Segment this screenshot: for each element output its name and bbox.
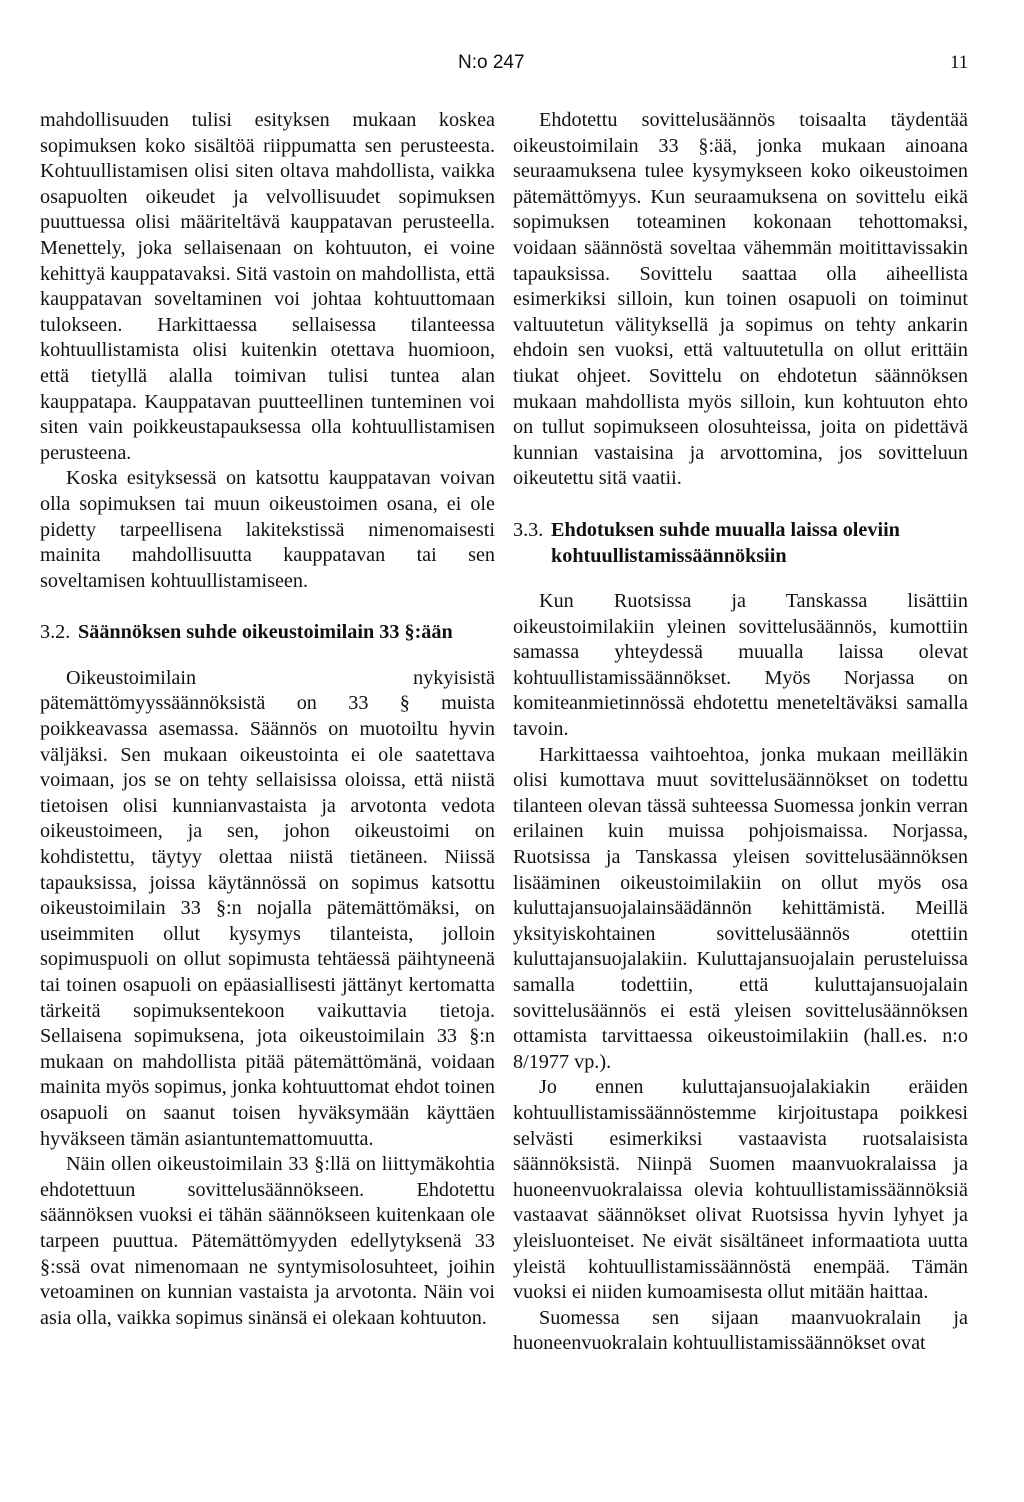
page-number: 11 <box>950 52 969 73</box>
section-number: 3.3. <box>513 518 544 541</box>
paragraph: Oikeustoimilain nykyisistä pätemättömyyssäännöksistä on 33 § muista poikkeavassa asemassa. Säännös on muotoiltu hyvin väljäksi. Sen mukaan oikeustointa ei ole saatettava voimaan, jos se on tehty sellaisissa oloissa, että niistä tietoisen olisi kunnianvastaista ja arvotonta vedota oikeustoimeen, ja sen, johon oikeustoimi on kohdistettu, täytyy olettaa niistä tietäneen. Niissä tapauksissa, joissa käytännössä on sopimus katsottu oikeustoimilain 33 §:n nojalla pätemättömäksi, on useimmiten ollut kysymys tilanteista, jolloin sopimuspuoli on ollut sopimusta tehtäessä päihtyneenä tai toinen osapuoli on epäasiallisesti jättänyt kertomatta tärkeitä sopimuksentekoon vaikuttavia tietoja. Sellaisena sopimuksena, jota oikeustoimilain 33 §:n mukaan on mahdollista pitää pätemättömänä, voidaan mainita myös sopimus, jonka kohtuuttomat ehdot toinen osapuoli on saanut toisen hyväksymään käyttäen hyväkseen tämän asiantuntemattomuutta. <box>40 666 495 1150</box>
paragraph: Kun Ruotsissa ja Tanskassa lisättiin oikeustoimilakiin yleinen sovittelusäännös, kumottiin samassa yhteydessä muualla laissa olevat kohtuullistamissäännökset. Myös Norjassa on komiteanmietinnössä ehdotettu meneteltäväksi samalla tavoin. <box>513 590 968 741</box>
paragraph: Koska esityksessä on katsottu kauppatavan voivan olla sopimuksen tai muun oikeustoimen osana, ei ole pidetty tarpeellisena lakitekstissä nimenomaisesti mainita mahdollisuutta kauppatavan tai sen soveltamisen kohtuullistamiseen. <box>40 467 495 592</box>
paragraph: Harkittaessa vaihtoehtoa, jonka mukaan meilläkin olisi kumottava muut sovittelusäännökset on todettu tilanteen olevan tässä suhteessa Suomessa jonkin verran erilainen kuin muissa pohjoismaissa. Norjassa, Ruotsissa ja Tanskassa yleisen sovittelusäännöksen lisääminen oikeustoimilakiin on ollut myös osa kuluttajansuojalainsäädännön kehittämistä. Meillä yksityiskohtainen sovittelusäännös otettiin kuluttajansuojalakiin. Kuluttajansuojalain perusteluissa samalla todettiin, että kuluttajansuojalain sovittelusäännös ei estä yleisen sovittelusäännöksen ottamista tarvittaessa oikeustoimilakiin (hall.es. n:o 8/1977 vp.). <box>513 743 968 1073</box>
section-title: Säännöksen suhde oikeustoimilain 33 §:ään <box>78 621 453 644</box>
document-number: N:o 247 <box>458 52 525 73</box>
right-column <box>513 108 968 1357</box>
paragraph: Suomessa sen sijaan maanvuokralain ja huoneenvuokralain kohtuullistamissäännökset ovat <box>513 1306 968 1355</box>
paragraph: mahdollisuuden tulisi esityksen mukaan koskea sopimuksen koko sisältöä riippumatta sen perusteesta. Kohtuullistamisen olisi siten oltava mahdollista, vaikka osapuolten oikeudet ja velvollisuudet sopimuksen puuttuessa olisi määriteltävä kauppatavan perusteella. Menettely, joka sellaisenaan on kohtuuton, ei voine kehittyä kauppatavaksi. Sitä vastoin on mahdollista, että kauppatavan soveltaminen voi johtaa kohtuuttomaan tulokseen. Harkittaessa sellaisessa tilanteessa kohtuullistamista olisi kuitenkin otettava huomioon, että tietyllä alalla toimivan tulisi tuntea alan kauppatapa. Kauppatavan puutteellinen tunteminen voi siten vain poikkeustapauksessa olla kohtuullistamisen perusteena. <box>40 109 495 464</box>
paragraph: Ehdotettu sovittelusäännös toisaalta täydentää oikeustoimilain 33 §:ää, jonka mukaan ainoana seuraamuksena tulee kysymykseen koko oikeustoimen pätemättömyys. Kun seuraamuksena on sovittelu eikä sopimuksen toteaminen kokonaan tehottomaksi, voidaan säännöstä soveltaa vähemmän moitittavissakin tapauksissa. Sovittelu saattaa olla aiheellista esimerkiksi silloin, kun toinen osapuoli on toiminut valtuutetun välityksellä ja sopimus on tehty ankarin ehdoin sen vuoksi, että valtuutetulla on ollut erittäin tiukat ohjeet. Sovittelu on ehdotetun säännöksen mukaan mahdollista myös silloin, kun kohtuuton ehto on tullut sopimukseen olosuhteissa, joita on pidettävä kunnian vastaisina ja arvottomina, jos sovitteluun oikeutettu sitä vaatii. <box>513 109 968 490</box>
paragraph: Jo ennen kuluttajansuojalakiakin eräiden kohtuullistamissäännöstemme kirjoitustapa poikkesi selvästi esimerkiksi vastaavista ruotsalaisista säännöksistä. Niinpä Suomen maanvuokralaissa ja huoneenvuokralaissa olevia kohtuullistamissäännöksiä vastaavat säännökset olivat Ruotsissa hyvin lyhyet ja yleisluonteiset. Ne eivät sisältäneet informaatiota uutta yleistä kohtuullistamissäännöstä enempää. Tämän vuoksi ei niiden kumoamisesta ollut mitään haittaa. <box>513 1076 968 1304</box>
paragraph: Näin ollen oikeustoimilain 33 §:llä on liittymäkohtia ehdotettuun sovittelusäännökseen. Ehdotettu säännöksen vuoksi ei tähän säännökseen kuitenkaan ole tarpeen puuttua. Pätemättömyyden edellytyksenä 33 §:ssä ovat nimenomaan ne syntymisolosuhteet, joihin vetoaminen on kunnian vastaista ja arvotonta. Näin voi asia olla, vaikka sopimus sinänsä ei olekaan kohtuuton. <box>40 1153 495 1329</box>
page-header <box>0 52 1024 82</box>
section-title: Ehdotuksen suhde muualla laissa oleviin kohtuullistamissäännöksiin <box>551 518 900 567</box>
left-column <box>40 108 495 1331</box>
section-heading-3-2 <box>40 620 495 646</box>
section-number: 3.2. <box>40 621 71 644</box>
section-heading-3-3 <box>513 518 968 569</box>
